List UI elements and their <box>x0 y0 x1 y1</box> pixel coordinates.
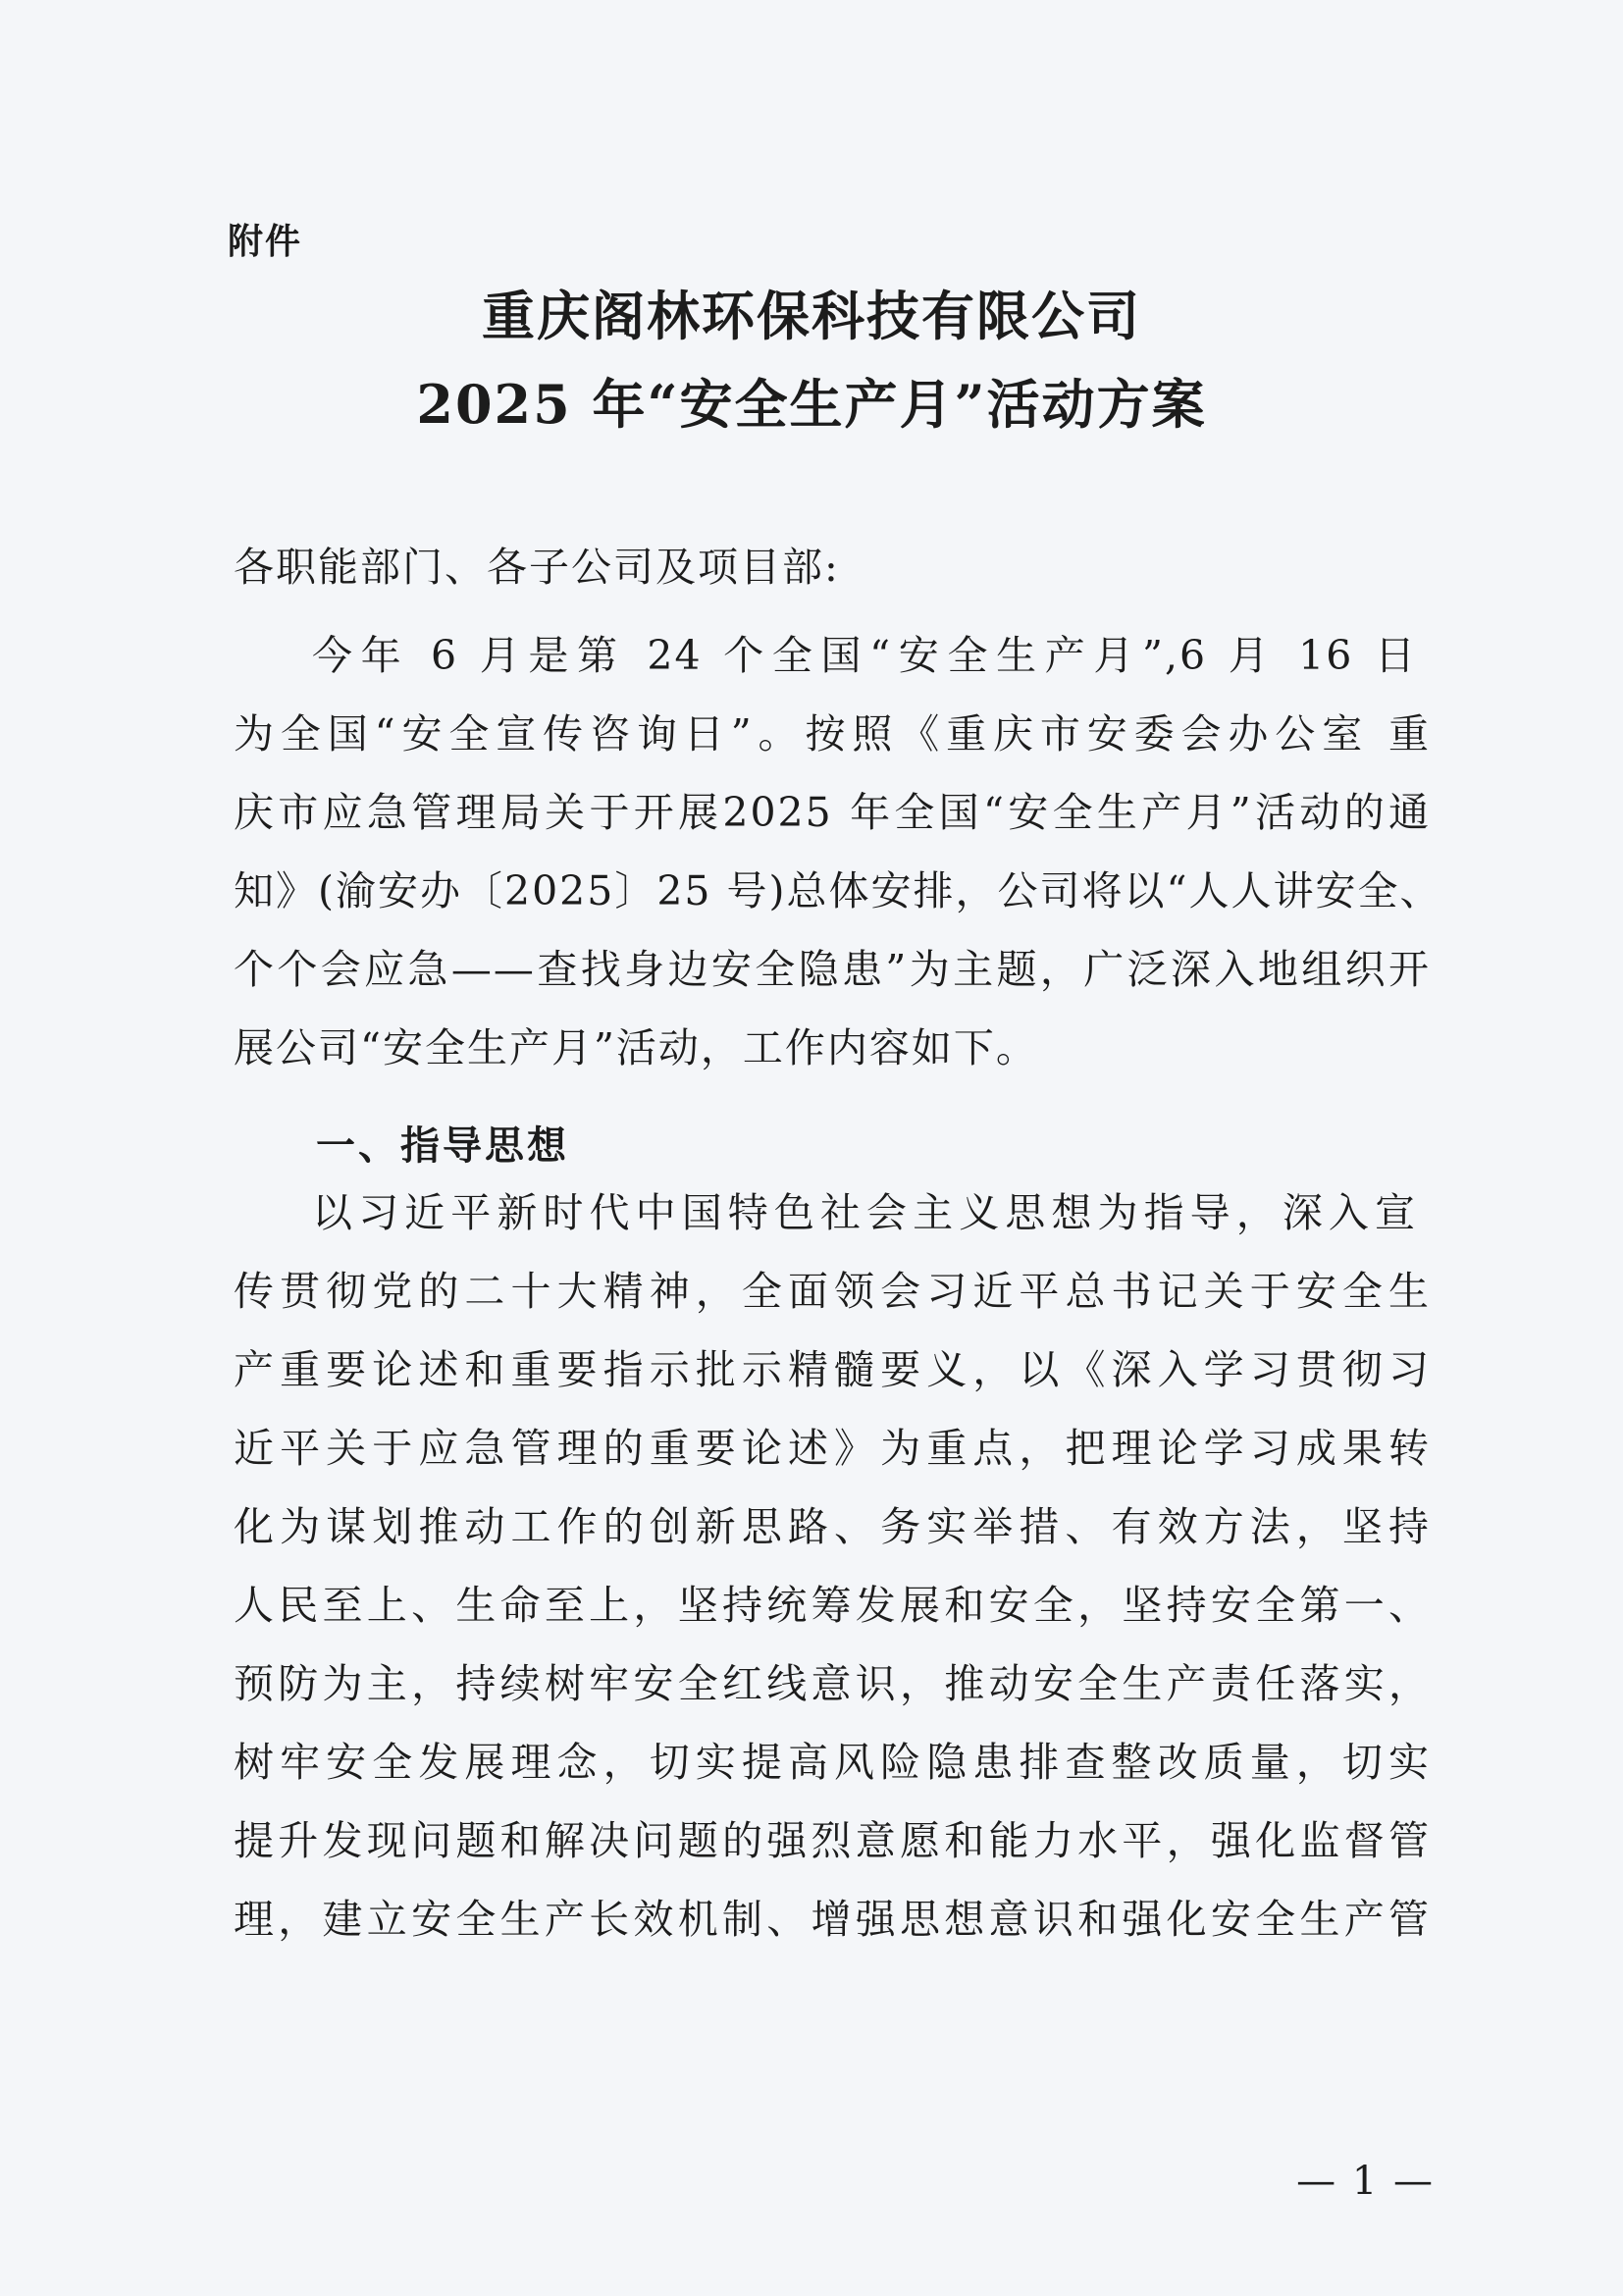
body-line: 化为谋划推动工作的创新思路、务实举措、有效方法，坚持 <box>234 1503 1431 1550</box>
intro-line: 庆市应急管理局关于开展2025 年全国“安全生产月”活动的通 <box>234 789 1431 836</box>
body-line: 传贯彻党的二十大精神，全面领会习近平总书记关于安全生 <box>234 1268 1431 1315</box>
intro-line: 个个会应急——查找身边安全隐患”为主题，广泛深入地组织开 <box>234 946 1431 993</box>
intro-line: 为全国“安全宣传咨询日”。按照《重庆市安委会办公室 重 <box>234 710 1431 757</box>
body-line: 理，建立安全生产长效机制、增强思想意识和强化安全生产管 <box>234 1896 1431 1943</box>
intro-line: 今年 6 月是第 24 个全国“安全生产月”,6 月 16 日 <box>312 632 1417 679</box>
salutation: 各职能部门、各子公司及项目部: <box>234 544 840 591</box>
body-line: 以习近平新时代中国特色社会主义思想为指导，深入宣 <box>312 1189 1417 1236</box>
body-line: 预防为主，持续树牢安全红线意识，推动安全生产责任落实， <box>234 1660 1431 1707</box>
intro-line: 展公司“安全生产月”活动，工作内容如下。 <box>234 1024 1038 1071</box>
body-line: 人民至上、生命至上，坚持统筹发展和安全，坚持安全第一、 <box>234 1582 1431 1629</box>
intro-line: 知》(渝安办〔2025〕25 号)总体安排，公司将以“人人讲安全、 <box>234 867 1442 914</box>
page-number: — 1 — <box>1296 2159 1435 2204</box>
document-title-line2: 2025 年“安全生产月”活动方案 <box>416 373 1207 436</box>
section-heading: 一、指导思想 <box>316 1123 569 1169</box>
body-line: 提升发现问题和解决问题的强烈意愿和能力水平，强化监督管 <box>234 1817 1431 1864</box>
document-title-line1: 重庆阁林环保科技有限公司 <box>482 285 1141 347</box>
body-line: 产重要论述和重要指示批示精髓要义，以《深入学习贯彻习 <box>234 1346 1431 1393</box>
body-line: 树牢安全发展理念，切实提高风险隐患排查整改质量，切实 <box>234 1739 1431 1786</box>
attachment-label: 附件 <box>228 222 303 262</box>
body-line: 近平关于应急管理的重要论述》为重点，把理论学习成果转 <box>234 1425 1431 1472</box>
